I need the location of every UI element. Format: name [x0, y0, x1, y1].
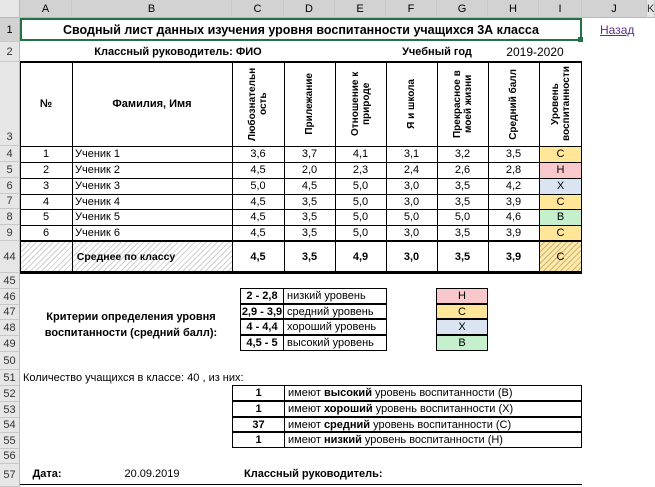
summary-text[interactable] — [284, 417, 582, 432]
back-link[interactable]: Назад — [600, 23, 635, 37]
student-number[interactable]: 1 — [42, 148, 50, 160]
summary-text[interactable] — [284, 401, 582, 417]
grid-line — [20, 194, 582, 195]
row-header-2[interactable]: 2 — [0, 42, 20, 62]
grid-line — [20, 209, 582, 210]
row-header-56[interactable]: 56 — [0, 449, 20, 464]
row-header-48[interactable]: 48 — [0, 320, 20, 336]
header-criterion-label: Прилежание — [304, 73, 315, 135]
student-level[interactable]: С — [539, 225, 582, 241]
header-criterion-1[interactable] — [232, 62, 284, 146]
criteria-text[interactable]: средний уровень — [283, 304, 387, 319]
bottom-border — [20, 484, 582, 485]
criteria-text[interactable]: хороший уровень — [283, 319, 387, 335]
row-header-51[interactable]: 51 — [0, 370, 20, 386]
student-score[interactable]: 3,9 — [505, 195, 522, 208]
column-header-i[interactable]: I — [539, 0, 582, 18]
column-header-f[interactable]: F — [386, 0, 437, 18]
grid-line — [20, 178, 582, 179]
row-header-47[interactable]: 47 — [0, 305, 20, 320]
header-criterion-label: Средний балл — [508, 68, 519, 140]
student-score[interactable]: 3,0 — [403, 195, 420, 208]
header-criterion-label: Уровень воспитанности — [549, 66, 572, 142]
summary-text-post: уровень воспитанности (С) — [370, 418, 512, 431]
summary-text-bold: высокий — [323, 387, 372, 399]
row-header-50[interactable]: 50 — [0, 352, 20, 370]
students-table — [20, 62, 582, 290]
student-score[interactable]: 4,5 — [250, 211, 266, 223]
row-header-4[interactable]: 4 — [0, 146, 20, 162]
column-header-b[interactable]: B — [72, 0, 232, 18]
column-header-h[interactable]: H — [488, 0, 539, 18]
criteria-mark[interactable]: С — [436, 304, 488, 319]
grid-line — [20, 273, 582, 274]
average-score[interactable]: 3,0 — [403, 251, 420, 263]
student-score[interactable]: 2,6 — [454, 164, 471, 176]
criteria-mark[interactable]: Х — [436, 319, 488, 335]
row-header-3[interactable]: 3 — [0, 62, 20, 146]
student-score[interactable]: 3,1 — [403, 148, 420, 160]
grid-line — [20, 271, 582, 273]
student-score[interactable]: 3,9 — [505, 227, 522, 239]
student-score[interactable]: 3,0 — [403, 227, 420, 239]
summary-count[interactable]: 1 — [232, 401, 285, 417]
student-score[interactable]: 4,5 — [250, 164, 266, 176]
summary-count[interactable]: 1 — [232, 385, 285, 401]
summary-text-post: уровень воспитанности (В) — [371, 387, 513, 399]
student-score[interactable]: 2,4 — [403, 164, 420, 176]
row-header-46[interactable]: 46 — [0, 289, 20, 305]
student-score[interactable]: 4,1 — [352, 148, 369, 160]
student-score[interactable]: 2,3 — [352, 164, 369, 176]
row-header-55[interactable]: 55 — [0, 433, 20, 449]
student-name[interactable]: Ученик 5 — [75, 211, 121, 223]
row-header-6[interactable]: 6 — [0, 178, 20, 194]
row-header-53[interactable]: 53 — [0, 402, 20, 418]
student-score[interactable]: 4,5 — [250, 227, 266, 239]
criteria-mark[interactable]: Н — [436, 288, 488, 304]
student-score[interactable]: 3,2 — [454, 148, 471, 160]
student-level[interactable]: В — [539, 209, 582, 225]
row-header-57[interactable]: 57 — [0, 464, 20, 487]
grid-line — [20, 146, 582, 147]
row-header-54[interactable]: 54 — [0, 418, 20, 433]
student-score[interactable]: 5,0 — [250, 180, 266, 192]
header-criterion-5[interactable] — [437, 62, 488, 146]
summary-count[interactable]: 1 — [232, 432, 285, 448]
column-header-g[interactable]: G — [437, 0, 488, 18]
summary-text-bold: средний — [323, 418, 371, 431]
student-number[interactable]: 5 — [42, 211, 50, 223]
date-label[interactable]: Дата: — [32, 468, 62, 480]
summary-text[interactable] — [284, 432, 582, 448]
year-label[interactable]: Учебный год — [402, 46, 472, 58]
student-score[interactable]: 4,5 — [301, 180, 318, 192]
row-header-5[interactable]: 5 — [0, 162, 20, 178]
summary-count[interactable]: 37 — [232, 417, 285, 432]
average-score[interactable]: 3,5 — [454, 251, 471, 263]
student-score[interactable]: 3,5 — [301, 211, 318, 223]
student-score[interactable]: 3,0 — [403, 180, 420, 192]
grid-line — [20, 225, 582, 226]
row-header-9[interactable]: 9 — [0, 225, 20, 241]
student-score[interactable]: 4,5 — [250, 195, 266, 208]
student-name[interactable]: Ученик 4 — [75, 195, 121, 208]
student-number[interactable]: 2 — [42, 164, 50, 176]
student-level[interactable]: С — [539, 146, 582, 162]
student-level[interactable]: Х — [539, 178, 582, 194]
student-score[interactable]: 2,8 — [505, 164, 522, 176]
header-criterion-7[interactable] — [539, 62, 582, 146]
sheet-title[interactable]: Сводный лист данных изучения уровня воспитанности учащихся 3А класса — [20, 18, 582, 41]
column-header-k[interactable]: K — [647, 0, 655, 18]
student-score[interactable]: 3,5 — [454, 180, 471, 192]
student-score[interactable]: 2,0 — [301, 164, 318, 176]
criteria-mark[interactable]: В — [436, 335, 488, 351]
column-header-e[interactable]: E — [335, 0, 386, 18]
summary-text-pre: имеют — [288, 418, 324, 431]
student-score[interactable]: 5,0 — [352, 211, 369, 223]
student-name[interactable]: Ученик 1 — [75, 148, 121, 160]
student-score[interactable]: 3,7 — [301, 148, 318, 160]
average-score[interactable]: 3,5 — [301, 251, 318, 263]
student-score[interactable]: 3,5 — [505, 148, 522, 160]
student-score[interactable]: 3,5 — [454, 227, 471, 239]
student-number[interactable]: 3 — [42, 180, 50, 192]
column-header-a[interactable]: A — [20, 0, 72, 18]
row-header-8[interactable]: 8 — [0, 209, 20, 225]
criteria-range[interactable]: 2,9 - 3,9 — [241, 305, 283, 318]
summary-text-post: уровень воспитанности (Н) — [361, 434, 503, 446]
summary-text-pre: имеют — [288, 403, 324, 415]
summary-text-bold: низкий — [323, 434, 362, 446]
header-criterion-6[interactable] — [488, 62, 539, 146]
header-criterion-3[interactable] — [335, 62, 386, 146]
header-criterion-label: Прекрасное в моей жизни — [451, 70, 474, 138]
student-score[interactable]: 4,2 — [505, 180, 522, 192]
grid-line — [20, 61, 582, 63]
average-score[interactable]: 4,5 — [250, 251, 266, 263]
student-number[interactable]: 4 — [42, 195, 50, 208]
student-count-text[interactable]: Количество учащихся в классе: 40 , из них: — [23, 372, 244, 384]
column-header-j[interactable]: J — [582, 0, 647, 18]
criteria-text[interactable]: высокий уровень — [283, 335, 387, 351]
header-number[interactable]: № — [39, 98, 53, 110]
criteria-range[interactable]: 2 - 2,8 — [240, 288, 284, 304]
criteria-range[interactable]: 4,5 - 5 — [240, 335, 284, 351]
year-value[interactable]: 2019-2020 — [506, 45, 564, 59]
header-name[interactable]: Фамилия, Имя — [112, 98, 192, 110]
student-score[interactable]: 3,5 — [454, 195, 471, 208]
row-header-7[interactable]: 7 — [0, 194, 20, 209]
row-header-1[interactable]: 1 — [0, 18, 20, 42]
grid-line — [20, 162, 582, 163]
student-name[interactable]: Ученик 2 — [75, 164, 121, 176]
student-score[interactable]: 3,6 — [250, 148, 266, 160]
footer-teacher-label[interactable]: Классный руководитель: — [244, 468, 383, 480]
student-level[interactable]: С — [539, 194, 582, 209]
average-level[interactable]: С — [539, 241, 582, 273]
column-header-d[interactable]: D — [284, 0, 335, 18]
summary-text-post: уровень воспитанности (Х) — [372, 403, 514, 415]
student-score[interactable]: 5,0 — [403, 211, 420, 223]
student-score[interactable]: 3,5 — [301, 227, 318, 239]
summary-text-bold: хороший — [323, 403, 373, 415]
row-header-45[interactable]: 45 — [0, 273, 20, 289]
grid-line — [20, 240, 582, 242]
header-criterion-label: Любознательн ость — [247, 67, 269, 141]
student-number[interactable]: 6 — [42, 227, 50, 239]
average-score[interactable]: 4,9 — [352, 251, 369, 263]
criteria-range[interactable]: 4 - 4,4 — [240, 319, 284, 335]
teacher-label[interactable]: Классный руководитель: ФИО — [94, 46, 262, 58]
select-all-corner[interactable] — [0, 0, 20, 18]
average-label[interactable]: Среднее по классу — [20, 241, 232, 273]
column-header-c[interactable]: C — [232, 0, 284, 18]
summary-text-pre: имеют — [288, 434, 324, 446]
row-header-44[interactable]: 44 — [0, 241, 20, 273]
student-score[interactable]: 5,0 — [454, 211, 471, 223]
student-name[interactable]: Ученик 6 — [75, 227, 121, 239]
student-score[interactable]: 5,0 — [352, 180, 369, 192]
summary-text[interactable] — [284, 385, 582, 401]
student-score[interactable]: 5,0 — [352, 227, 369, 239]
student-level[interactable]: Н — [539, 162, 582, 178]
criteria-label: Критерии определения уровня воспитанности (средний балл): — [44, 311, 218, 339]
row-header-52[interactable]: 52 — [0, 386, 20, 402]
header-criterion-2[interactable] — [284, 62, 335, 146]
date-value[interactable]: 20.09.2019 — [124, 468, 180, 480]
student-score[interactable]: 3,5 — [301, 195, 318, 208]
summary-text-pre: имеют — [288, 387, 324, 399]
header-criterion-label: Отношение к природе — [349, 71, 372, 137]
average-score[interactable]: 3,9 — [505, 251, 522, 263]
student-name[interactable]: Ученик 3 — [75, 180, 121, 192]
student-score[interactable]: 5,0 — [352, 195, 369, 208]
row-header-49[interactable]: 49 — [0, 336, 20, 352]
header-criterion-4[interactable] — [386, 62, 437, 146]
criteria-text[interactable]: низкий уровень — [283, 288, 387, 304]
header-criterion-label: Я и школа — [406, 79, 417, 129]
student-score[interactable]: 4,6 — [505, 211, 522, 223]
